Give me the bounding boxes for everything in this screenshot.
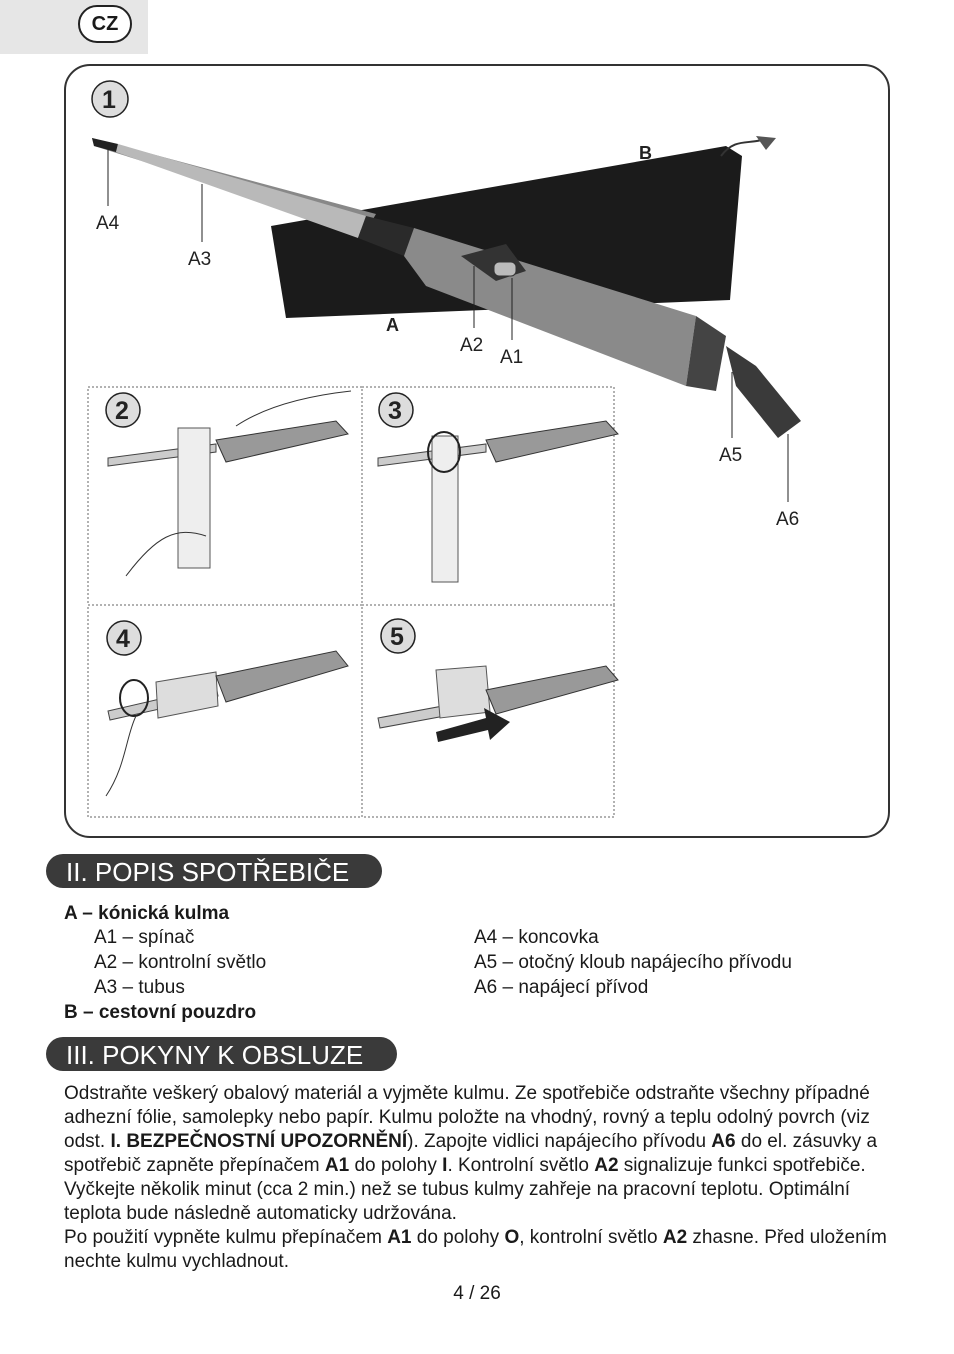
curling-tube bbox=[116, 144, 366, 238]
page-number: 4 / 26 bbox=[453, 1283, 501, 1304]
illustration-svg bbox=[66, 66, 890, 838]
section-heading-instructions: III. POKYNY K OBSLUZE bbox=[46, 1037, 397, 1071]
product-illustration bbox=[64, 64, 890, 838]
item-a: A – kónická kulma bbox=[64, 903, 230, 924]
label-a5: A5 bbox=[719, 445, 743, 466]
instructions-paragraph: Odstraňte veškerý obalový materiál a vyjměte kulmu. Ze spotřebiče odstraňte všechny případné adhezní fólie, samolepky nebo papír. Kulmu položte na vhodný, rovný a teplu odolný povrch (viz odst. I. BEZPEČNOSTNÍ UPOZORNĚNÍ). Zapojte vidlici napájecího přívodu A6 do el. zásuvky a spotřebič zapněte přepínačem A1 do polohy I. Kontrolní světlo A2 signalizuje funkci spotřebiče. Vyčkejte několik minut (cca 2 min.) než se tubus kulmy zahřeje na pracovní teplotu. Optimální teplota bude následně automaticky udržována. Po použití vypněte kulmu přepínačem A1 do polohy O, kontrolní světlo A2 zhasne. Před uložením nechte kulmu vychladnout. bbox=[64, 1083, 887, 1272]
item-a1: A1 – spínač bbox=[94, 927, 195, 948]
label-a3: A3 bbox=[188, 249, 212, 270]
step-number-4: 4 bbox=[116, 625, 130, 653]
item-a3: A3 – tubus bbox=[94, 977, 185, 998]
language-badge: CZ bbox=[78, 5, 132, 43]
label-a: A bbox=[386, 315, 399, 335]
item-a2: A2 – kontrolní světlo bbox=[94, 952, 267, 973]
step-number-3: 3 bbox=[388, 397, 402, 425]
label-a2: A2 bbox=[460, 335, 484, 356]
switch bbox=[494, 262, 516, 276]
item-b: B – cestovní pouzdro bbox=[64, 1002, 257, 1023]
label-b: B bbox=[639, 143, 652, 163]
item-a4: A4 – koncovka bbox=[474, 927, 599, 948]
label-a1: A1 bbox=[500, 347, 524, 368]
swivel-cord bbox=[726, 346, 801, 438]
section-heading-description: II. POPIS SPOTŘEBIČE bbox=[46, 854, 382, 888]
item-a6: A6 – napájecí přívod bbox=[474, 977, 649, 998]
step-number-2: 2 bbox=[115, 397, 129, 425]
item-a5: A5 – otočný kloub napájecího přívodu bbox=[474, 952, 792, 973]
label-a6: A6 bbox=[776, 509, 800, 530]
step-number-5: 5 bbox=[390, 623, 404, 651]
label-a4: A4 bbox=[96, 213, 120, 234]
step-number-1: 1 bbox=[102, 86, 116, 114]
